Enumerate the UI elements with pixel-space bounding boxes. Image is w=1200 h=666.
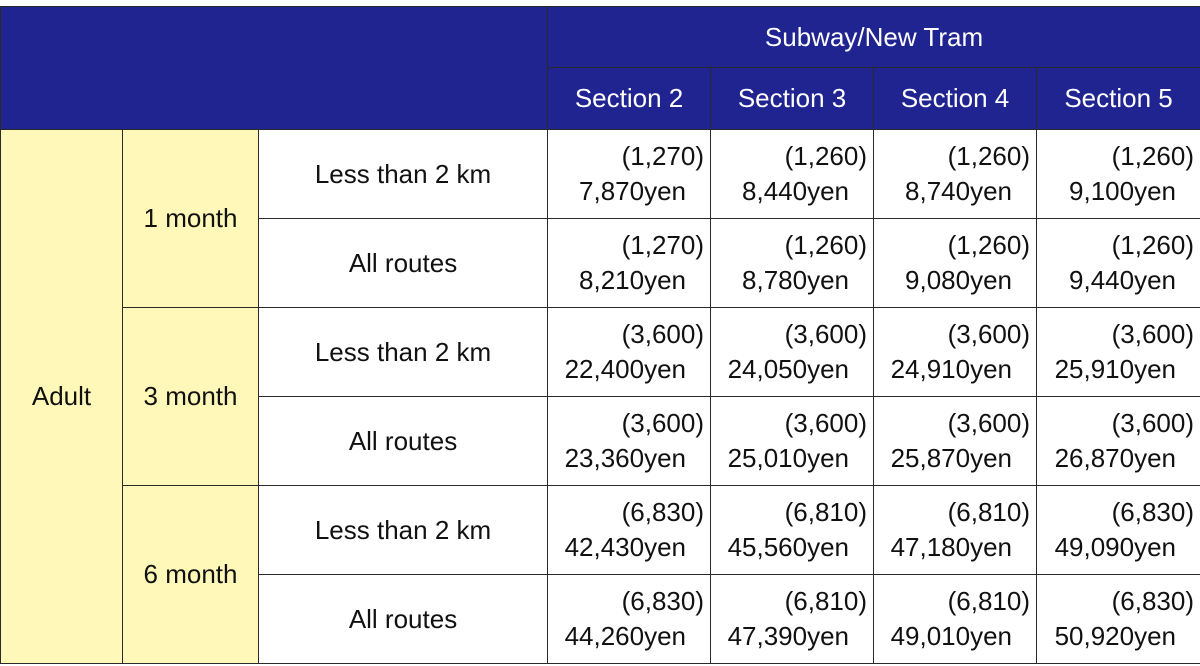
fare-price: 47,390yen <box>727 621 850 651</box>
fare-cell <box>548 575 711 664</box>
fare-note: (1,260) <box>1111 230 1195 260</box>
fare-price: 49,090yen <box>1054 532 1177 562</box>
fare-cell <box>1037 486 1200 575</box>
header-group-title: Subway/New Tram <box>548 7 1200 68</box>
route-cell: All routes <box>259 575 548 664</box>
fare-cell <box>874 486 1037 575</box>
fare-note: (6,810) <box>947 586 1031 616</box>
fare-note: (3,600) <box>947 319 1031 349</box>
table-row <box>1 308 1200 397</box>
fare-price: 25,870yen <box>890 443 1013 473</box>
fare-note: (1,260) <box>784 141 868 171</box>
fare-note: (3,600) <box>1111 408 1195 438</box>
fare-cell <box>548 219 711 308</box>
fare-price: 9,440yen <box>1069 265 1177 295</box>
fare-cell <box>1037 130 1200 219</box>
fare-cell <box>711 308 874 397</box>
fare-cell <box>874 308 1037 397</box>
fare-cell <box>874 397 1037 486</box>
fare-price: 42,430yen <box>564 532 687 562</box>
fare-price: 45,560yen <box>727 532 850 562</box>
fare-cell <box>548 397 711 486</box>
fare-cell <box>1037 219 1200 308</box>
fare-cell <box>548 130 711 219</box>
fare-price: 24,050yen <box>727 354 850 384</box>
fare-cell <box>711 130 874 219</box>
fare-note: (3,600) <box>784 408 868 438</box>
route-cell: All routes <box>259 219 548 308</box>
fare-price: 44,260yen <box>564 621 687 651</box>
fare-table <box>0 6 1200 664</box>
fare-note: (3,600) <box>621 319 705 349</box>
route-cell: Less than 2 km <box>259 130 548 219</box>
fare-price: 8,210yen <box>579 265 687 295</box>
header-section-2: Section 2 <box>548 68 711 130</box>
fare-note: (1,260) <box>784 230 868 260</box>
fare-note: (6,830) <box>1111 586 1195 616</box>
fare-note: (3,600) <box>947 408 1031 438</box>
fare-price: 25,010yen <box>727 443 850 473</box>
fare-price: 50,920yen <box>1054 621 1177 651</box>
fare-price: 26,870yen <box>1054 443 1177 473</box>
route-cell: Less than 2 km <box>259 486 548 575</box>
fare-note: (6,830) <box>1111 497 1195 527</box>
fare-price: 23,360yen <box>564 443 687 473</box>
fare-price: 25,910yen <box>1054 354 1177 384</box>
fare-cell <box>711 219 874 308</box>
period-cell: 1 month <box>123 130 259 308</box>
fare-cell <box>711 486 874 575</box>
fare-price: 47,180yen <box>890 532 1013 562</box>
fare-note: (6,810) <box>784 586 868 616</box>
fare-cell <box>1037 397 1200 486</box>
fare-price: 7,870yen <box>579 176 687 206</box>
fare-price: 22,400yen <box>564 354 687 384</box>
period-cell: 6 month <box>123 486 259 664</box>
table-row <box>1 486 1200 575</box>
table-row <box>1 130 1200 219</box>
fare-table-body <box>1 130 1200 664</box>
route-cell: Less than 2 km <box>259 308 548 397</box>
fare-price: 9,100yen <box>1069 176 1177 206</box>
category-cell: Adult <box>1 130 123 664</box>
fare-note: (1,270) <box>621 230 705 260</box>
period-cell: 3 month <box>123 308 259 486</box>
fare-note: (3,600) <box>784 319 868 349</box>
route-cell: All routes <box>259 397 548 486</box>
fare-price: 49,010yen <box>890 621 1013 651</box>
fare-cell <box>874 130 1037 219</box>
fare-note: (6,810) <box>784 497 868 527</box>
fare-cell <box>874 219 1037 308</box>
fare-price: 9,080yen <box>905 265 1013 295</box>
fare-cell <box>548 486 711 575</box>
fare-price: 8,780yen <box>742 265 850 295</box>
fare-price: 8,740yen <box>905 176 1013 206</box>
fare-price: 8,440yen <box>742 176 850 206</box>
fare-price: 24,910yen <box>890 354 1013 384</box>
fare-note: (6,830) <box>621 497 705 527</box>
fare-cell <box>548 308 711 397</box>
fare-note: (1,260) <box>947 230 1031 260</box>
fare-note: (3,600) <box>1111 319 1195 349</box>
header-section-4: Section 4 <box>874 68 1037 130</box>
header-section-5: Section 5 <box>1037 68 1200 130</box>
fare-note: (6,830) <box>621 586 705 616</box>
fare-cell <box>711 397 874 486</box>
fare-cell <box>874 575 1037 664</box>
fare-note: (3,600) <box>621 408 705 438</box>
fare-cell <box>711 575 874 664</box>
fare-note: (6,810) <box>947 497 1031 527</box>
fare-note: (1,270) <box>621 141 705 171</box>
fare-note: (1,260) <box>1111 141 1195 171</box>
header-section-3: Section 3 <box>711 68 874 130</box>
fare-cell <box>1037 308 1200 397</box>
fare-cell <box>1037 575 1200 664</box>
header-corner <box>1 7 548 130</box>
fare-note: (1,260) <box>947 141 1031 171</box>
